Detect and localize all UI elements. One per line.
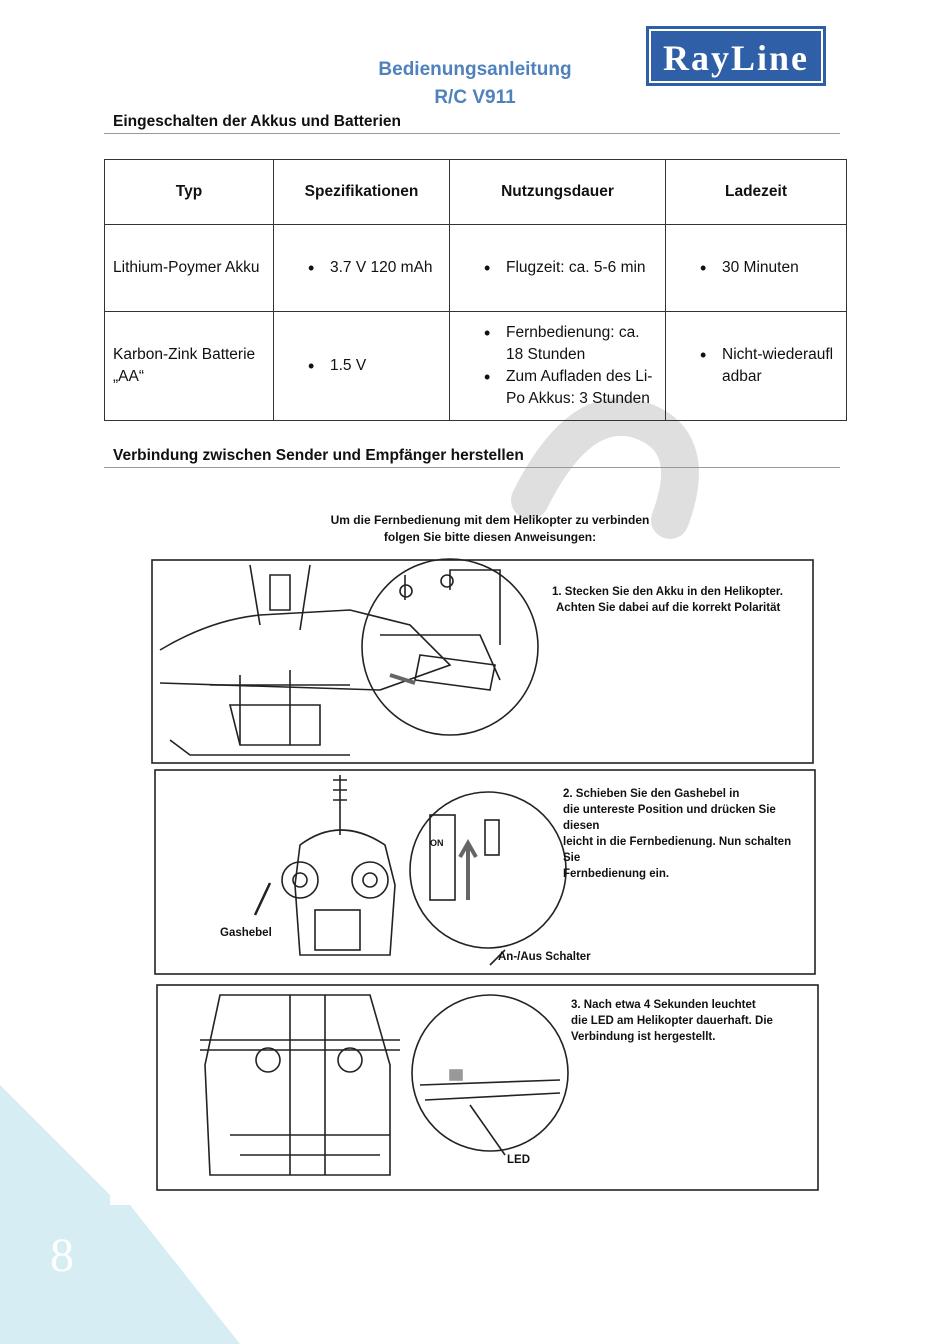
step-line: Achten Sie dabei auf die korrekt Polarität: [556, 602, 781, 614]
label-led: LED: [507, 1154, 530, 1166]
step-3-text: [571, 997, 821, 1045]
step-line: Fernbedienung ein.: [563, 868, 670, 880]
transmitter-drawing: [295, 830, 395, 955]
list-item: • Fernbedienung: ca. 18 Stunden: [480, 322, 657, 366]
header-typ: Typ: [105, 160, 274, 225]
battery-table: [104, 159, 847, 421]
list-item: • 30 Minuten: [696, 257, 838, 279]
table-header-row: [105, 160, 847, 225]
section-heading-batteries: Eingeschalten der Akkus und Batterien: [104, 113, 840, 134]
cell-dauer: [450, 312, 666, 421]
table-row: [105, 225, 847, 312]
cell-ladezeit: [666, 312, 847, 421]
step-line: die LED am Helikopter dauerhaft. Die: [571, 1015, 773, 1027]
page-number: 8: [50, 1229, 74, 1282]
step-line: 2. Schieben Sie den Gashebel in: [563, 788, 740, 800]
section-heading-binding: Verbindung zwischen Sender und Empfänger herstellen: [104, 447, 840, 468]
step-line: 3. Nach etwa 4 Sekunden leuchtet: [571, 999, 756, 1011]
document-title: Bedienungsanleitung: [378, 59, 572, 80]
table-row: [105, 312, 847, 421]
cell-typ: Lithium-Poymer Akku: [105, 225, 274, 312]
step-line: Sie: [563, 852, 581, 864]
step-2-text: [563, 786, 823, 882]
corner-decoration: [0, 1085, 260, 1344]
antenna-drawing: [333, 775, 347, 835]
caption-line: Um die Fernbedienung mit dem Helikopter zu verbinden: [330, 513, 650, 527]
list-item: • Flugzeit: ca. 5-6 min: [480, 257, 657, 279]
step-1-text: [552, 584, 822, 616]
step-line: leicht in die Fernbedienung. Nun schalten: [563, 836, 792, 848]
list-item: • 1.5 V: [304, 355, 441, 377]
header-spezifikationen: Spezifikationen: [274, 160, 450, 225]
label-on: ON: [430, 838, 444, 848]
cell-typ: Karbon-Zink Batterie „AA“: [105, 312, 274, 421]
header-nutzungsdauer: Nutzungsdauer: [450, 160, 666, 225]
cell-spec: [274, 225, 450, 312]
label-an-aus-schalter: An-/Aus Schalter: [498, 951, 591, 963]
list-item: • Zum Aufladen des Li-Po Akkus: 3 Stunden: [480, 366, 657, 410]
helicopter-body-drawing: [160, 610, 450, 690]
caption-line: folgen Sie bitte diesen Anweisungen:: [383, 530, 597, 544]
label-gashebel: Gashebel: [220, 927, 272, 939]
led-detail-circle: [412, 995, 568, 1151]
logo-text: RayLine: [662, 38, 810, 78]
header-ladezeit: Ladezeit: [666, 160, 847, 225]
figure-caption: [150, 512, 830, 546]
step-line: die untereste Position und drücken Sie: [563, 804, 776, 816]
document-subtitle: R/C V911: [434, 87, 516, 108]
cell-dauer: [450, 225, 666, 312]
cell-spec: [274, 312, 450, 421]
rayline-logo: [646, 26, 826, 86]
step-line: 1. Stecken Sie den Akku in den Helikopter.: [552, 586, 783, 598]
cell-ladezeit: [666, 225, 847, 312]
step-line: diesen: [563, 820, 600, 832]
step-line: Verbindung ist hergestellt.: [571, 1031, 716, 1043]
list-item: • Nicht-wiederaufladbar: [696, 344, 838, 388]
list-item: • 3.7 V 120 mAh: [304, 257, 441, 279]
